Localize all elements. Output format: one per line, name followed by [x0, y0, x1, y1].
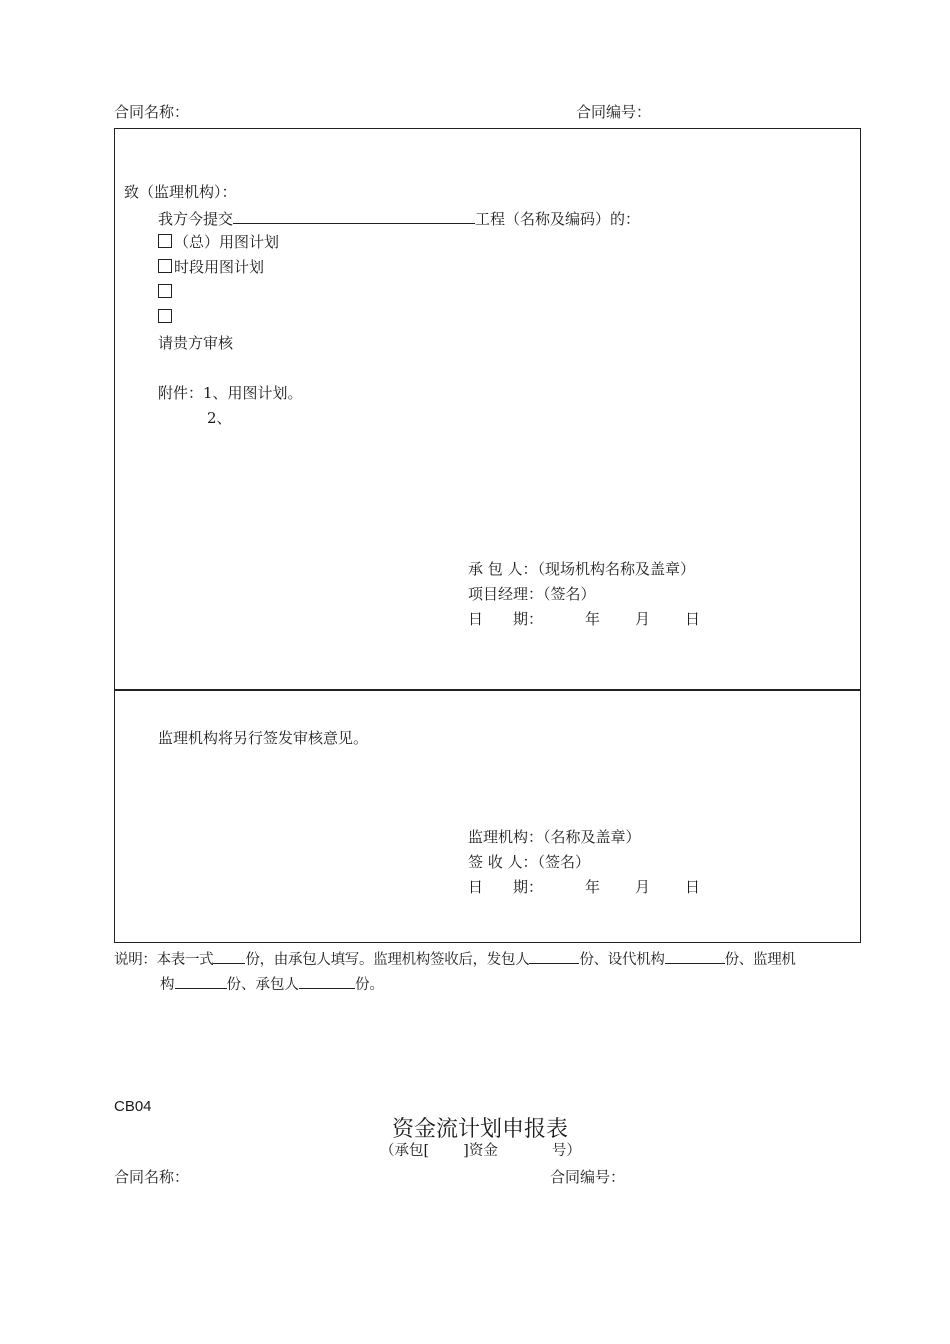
contract-no-label: 合同编号：: [550, 1168, 626, 1186]
attachment-2: 2、: [207, 409, 232, 427]
form-code: CB04: [114, 1098, 152, 1115]
supervisor-opinion: 监理机构将另行签发审核意见。: [158, 729, 369, 747]
option-blank-2[interactable]: [158, 308, 174, 326]
note-text: 份、设代机构: [579, 952, 665, 968]
contract-no-label: 合同编号：: [576, 103, 652, 121]
option-period-plan[interactable]: [158, 258, 264, 276]
option-blank-1[interactable]: [158, 283, 174, 301]
supervisor-copies-blank[interactable]: [175, 973, 227, 989]
date-year: 年: [585, 878, 601, 896]
review-request: 请贵方审核: [158, 334, 234, 352]
project-name-blank[interactable]: [233, 208, 475, 224]
contract-name-label: 合同名称：: [114, 103, 190, 121]
form-subtitle: [380, 1142, 581, 1160]
supervisor-section: [114, 689, 861, 943]
note-text: 份，由承包人填写。监理机构签收后，发包人: [245, 952, 530, 968]
date-label: 日 期：: [468, 878, 544, 896]
note-text: 份、监理机: [724, 952, 796, 968]
copies-blank[interactable]: [213, 948, 245, 964]
subtitle-text: （承包[: [380, 1143, 430, 1159]
submission-suffix: 工程（名称及编码）的：: [475, 210, 641, 228]
employer-copies-blank[interactable]: [529, 948, 579, 964]
date-label: 日 期：: [468, 610, 544, 628]
option-general-plan[interactable]: [158, 233, 279, 251]
attachment-1: 附件：1、用图计划。: [158, 384, 303, 402]
receiver-label: 签 收 人：（签名）: [468, 853, 591, 871]
submission-line: [158, 208, 640, 228]
note-text: 说明：本表一式: [114, 952, 214, 968]
contractor-label: 承 包 人：（现场机构名称及盖章）: [468, 560, 696, 578]
subtitle-text: ]资金: [463, 1143, 498, 1159]
contractor-copies-blank[interactable]: [299, 973, 355, 989]
checkbox[interactable]: [158, 284, 172, 298]
addressee-line: 致（监理机构）：: [124, 183, 237, 201]
date-month: 月: [635, 610, 651, 628]
note-line-1: [114, 948, 796, 969]
note-text: 份。: [355, 977, 384, 993]
checkbox[interactable]: [158, 259, 172, 273]
date-day: 日: [685, 878, 701, 896]
form-title: 资金流计划申报表: [392, 1117, 569, 1142]
note-text: 构: [160, 977, 175, 993]
date-day: 日: [685, 610, 701, 628]
date-year: 年: [585, 610, 601, 628]
note-text: 份、承包人: [226, 977, 299, 993]
project-manager-label: 项目经理：（签名）: [468, 585, 596, 603]
checkbox[interactable]: [158, 234, 172, 248]
subtitle-text: 号）: [551, 1143, 581, 1159]
supervisor-org-label: 监理机构：（名称及盖章）: [468, 828, 641, 846]
contract-name-label: 合同名称：: [114, 1168, 190, 1186]
submission-prefix: 我方今提交: [158, 210, 234, 228]
note-line-2: [160, 973, 384, 994]
design-copies-blank[interactable]: [665, 948, 725, 964]
option-label: （总）用图计划: [174, 233, 280, 251]
date-month: 月: [635, 878, 651, 896]
option-label: 时段用图计划: [174, 258, 265, 276]
checkbox[interactable]: [158, 309, 172, 323]
